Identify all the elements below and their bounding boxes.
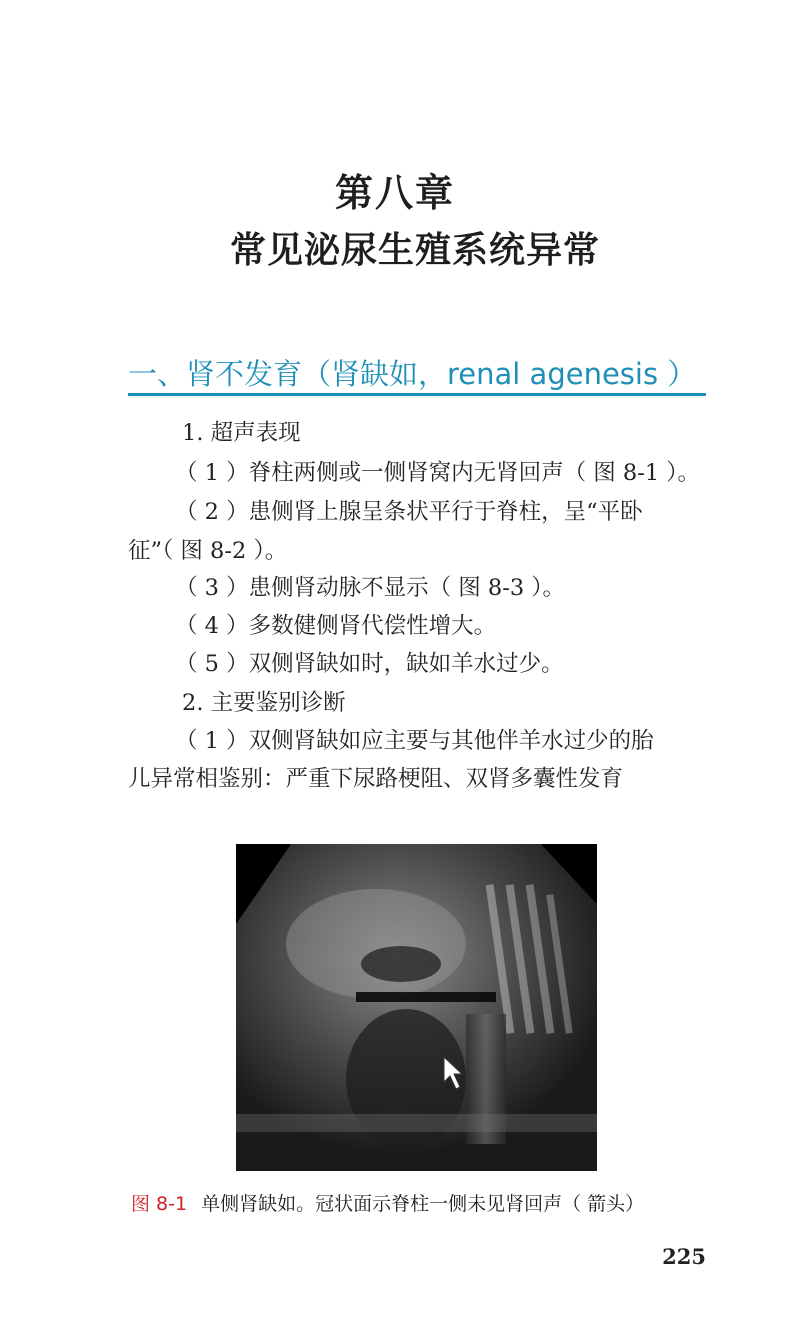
chapter-title: 常见泌尿生殖系统异常 [229, 229, 600, 271]
page-number: 225 [662, 1244, 706, 1269]
chapter-number: 第八章 [334, 170, 455, 215]
differential-line-2: 儿异常相鉴别：严重下尿路梗阻、双肾多囊性发育 [128, 766, 624, 792]
differential-line-1: （ 1 ）双侧肾缺如应主要与其他伴羊水过少的胎 [175, 728, 654, 754]
subheading-ultrasound-findings: 1. 超声表现 [182, 420, 301, 446]
subheading-differential-diagnosis: 2. 主要鉴别诊断 [182, 690, 346, 716]
ultrasound-image [236, 844, 597, 1171]
figure-caption-text: 单侧肾缺如。冠状面示脊柱一侧未见肾回声（ 箭头） [201, 1193, 645, 1215]
finding-item-5: （ 5 ）双侧肾缺如时，缺如羊水过少。 [175, 651, 564, 677]
finding-item-4: （ 4 ）多数健侧肾代偿性增大。 [175, 613, 497, 639]
finding-item-2-line-2: 征”（ 图 8-2 ）。 [128, 538, 288, 564]
finding-item-1: （ 1 ）脊柱两侧或一侧肾窝内无肾回声（ 图 8-1 ）。 [175, 460, 701, 486]
figure-label: 图 8-1 [131, 1193, 188, 1215]
finding-item-3: （ 3 ）患侧肾动脉不显示（ 图 8-3 ）。 [175, 575, 566, 601]
figure-caption [131, 1189, 644, 1216]
finding-item-2-line-1: （ 2 ）患侧肾上腺呈条状平行于脊柱，呈“平卧 [175, 499, 643, 525]
section-heading: 一、肾不发育（肾缺如，renal agenesis ） [128, 357, 697, 391]
ultrasound-scan-graphic [236, 844, 597, 1171]
section-underline [128, 393, 706, 396]
